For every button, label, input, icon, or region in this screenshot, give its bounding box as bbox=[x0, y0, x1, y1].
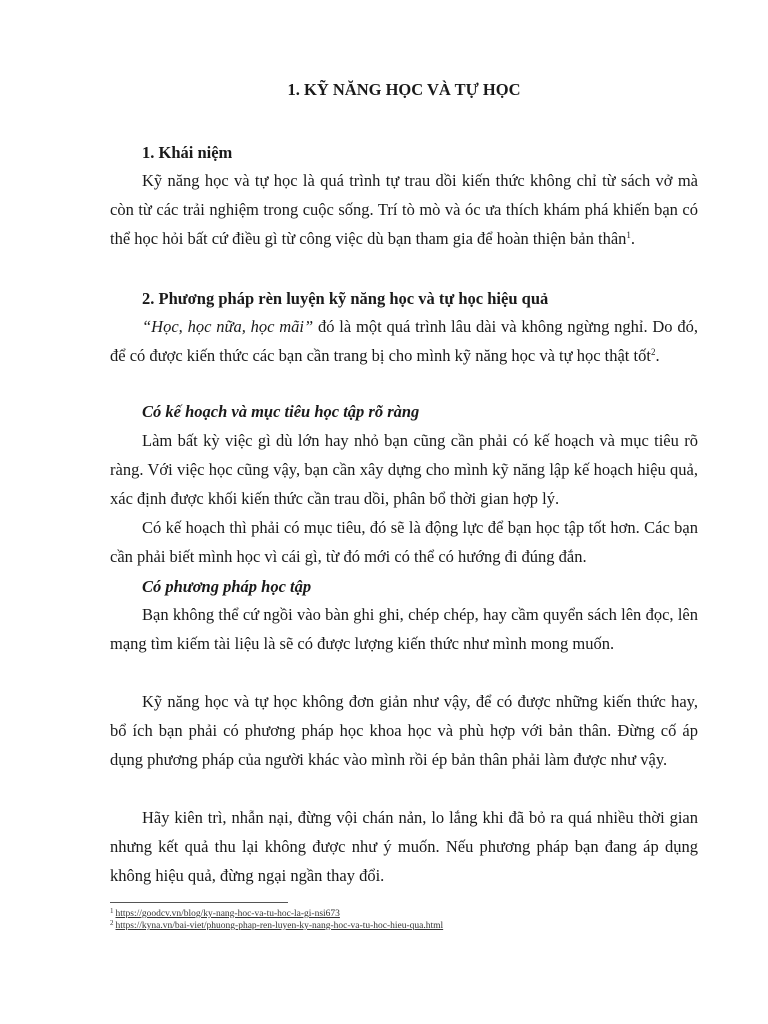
paragraph-methods: “Học, học nữa, học mãi” đó là một quá trình lâu dài và không ngừng nghỉ. Do đó, để có được kiến thức các bạn cần trang bị cho mình kỹ năng học và tự học thật tốt$^2$. bbox=[110, 317, 698, 365]
footnote-ref-1[interactable]: 1 bbox=[626, 230, 631, 240]
footnote-number: 2 bbox=[110, 919, 114, 927]
paragraph-plan-1: Làm bất kỳ việc gì dù lớn hay nhỏ bạn cũng cần phải có kế hoạch và mục tiêu rõ ràng. Với việc học cũng vậy, bạn cần xây dựng cho mình kỹ năng lập kế hoạch hiệu quả, xác định được khối kiến thức cần trau dồi, phân bổ thời gian hợp lý. bbox=[110, 431, 698, 508]
paragraph-method-1: Bạn không thể cứ ngồi vào bàn ghi ghi, chép chép, hay cầm quyển sách lên đọc, lên mạng tìm kiếm tài liệu là sẽ có được lượng kiến thức như mình mong muốn. bbox=[110, 605, 698, 653]
quote-text: “Học, học nữa, học mãi” bbox=[142, 317, 314, 336]
paragraph-concept: Kỹ năng học và tự học là quá trình tự trau dồi kiến thức không chỉ từ sách vở mà còn từ các trải nghiệm trong cuộc sống. Trí tò mò và óc ưa thích khám phá khiến bạn có thể học hỏi bất cứ điều gì từ công việc dù bạn tham gia để hoàn thiện bản thân$^1$. bbox=[110, 171, 698, 248]
footnote-divider bbox=[110, 902, 288, 903]
footnotes bbox=[110, 908, 670, 932]
section-heading-methods: 2. Phương pháp rèn luyện kỹ năng học và tự học hiệu quả bbox=[142, 289, 549, 308]
page-title: 1. KỸ NĂNG HỌC VÀ TỰ HỌC bbox=[287, 80, 521, 99]
footnote-number: 1 bbox=[110, 907, 114, 915]
section-heading-concept: 1. Khái niệm bbox=[142, 143, 233, 162]
paragraph-plan-2: Có kế hoạch thì phải có mục tiêu, đó sẽ là động lực để bạn học tập tốt hơn. Các bạn cần phải biết mình học vì cái gì, từ đó mới có thể có hướng đi đúng đắn. bbox=[110, 518, 698, 566]
footnote-link[interactable]: https://goodcv.vn/blog/ky-nang-hoc-va-tu-hoc-la-gi-nsi673 bbox=[115, 909, 340, 919]
footnote-ref-2[interactable]: 2 bbox=[650, 347, 656, 357]
footnote-1 bbox=[110, 908, 670, 920]
footnote-2 bbox=[110, 920, 670, 932]
subheading-study-method: Có phương pháp học tập bbox=[142, 577, 312, 596]
paragraph-method-3: Hãy kiên trì, nhẫn nại, đừng vội chán nản, lo lắng khi đã bỏ ra quá nhiều thời gian nhưng kết quả thu lại không được như ý muốn. Nếu phương pháp bạn đang áp dụng không hiệu quả, đừng ngại ngần thay đổi. bbox=[110, 808, 698, 885]
paragraph-methods-text: đó là một quá trình lâu dài và không ngừng nghỉ. Do đó, để có được kiến thức các bạn cần trang bị cho mình kỹ năng học và tự học thật tốt bbox=[110, 317, 698, 365]
subheading-plan-goals: Có kế hoạch và mục tiêu học tập rõ ràng bbox=[142, 402, 420, 421]
paragraph-concept-text: Kỹ năng học và tự học là quá trình tự trau dồi kiến thức không chỉ từ sách vở mà còn từ các trải nghiệm trong cuộc sống. Trí tò mò và óc ưa thích khám phá khiến bạn có thể học hỏi bất cứ điều gì từ công việc dù bạn tham gia để hoàn thiện bản thân bbox=[110, 171, 698, 248]
paragraph-method-2: Kỹ năng học và tự học không đơn giản như vậy, để có được những kiến thức hay, bổ ích bạn phải có phương pháp học khoa học và phù hợp với bản thân. Đừng cố áp dụng phương pháp của người khác vào mình rồi ép bản thân phải làm được như vậy. bbox=[110, 692, 698, 769]
footnote-link[interactable]: https://kyna.vn/bai-viet/phuong-phap-ren-luyen-ky-nang-hoc-va-tu-hoc-hieu-qua.html bbox=[115, 921, 444, 931]
